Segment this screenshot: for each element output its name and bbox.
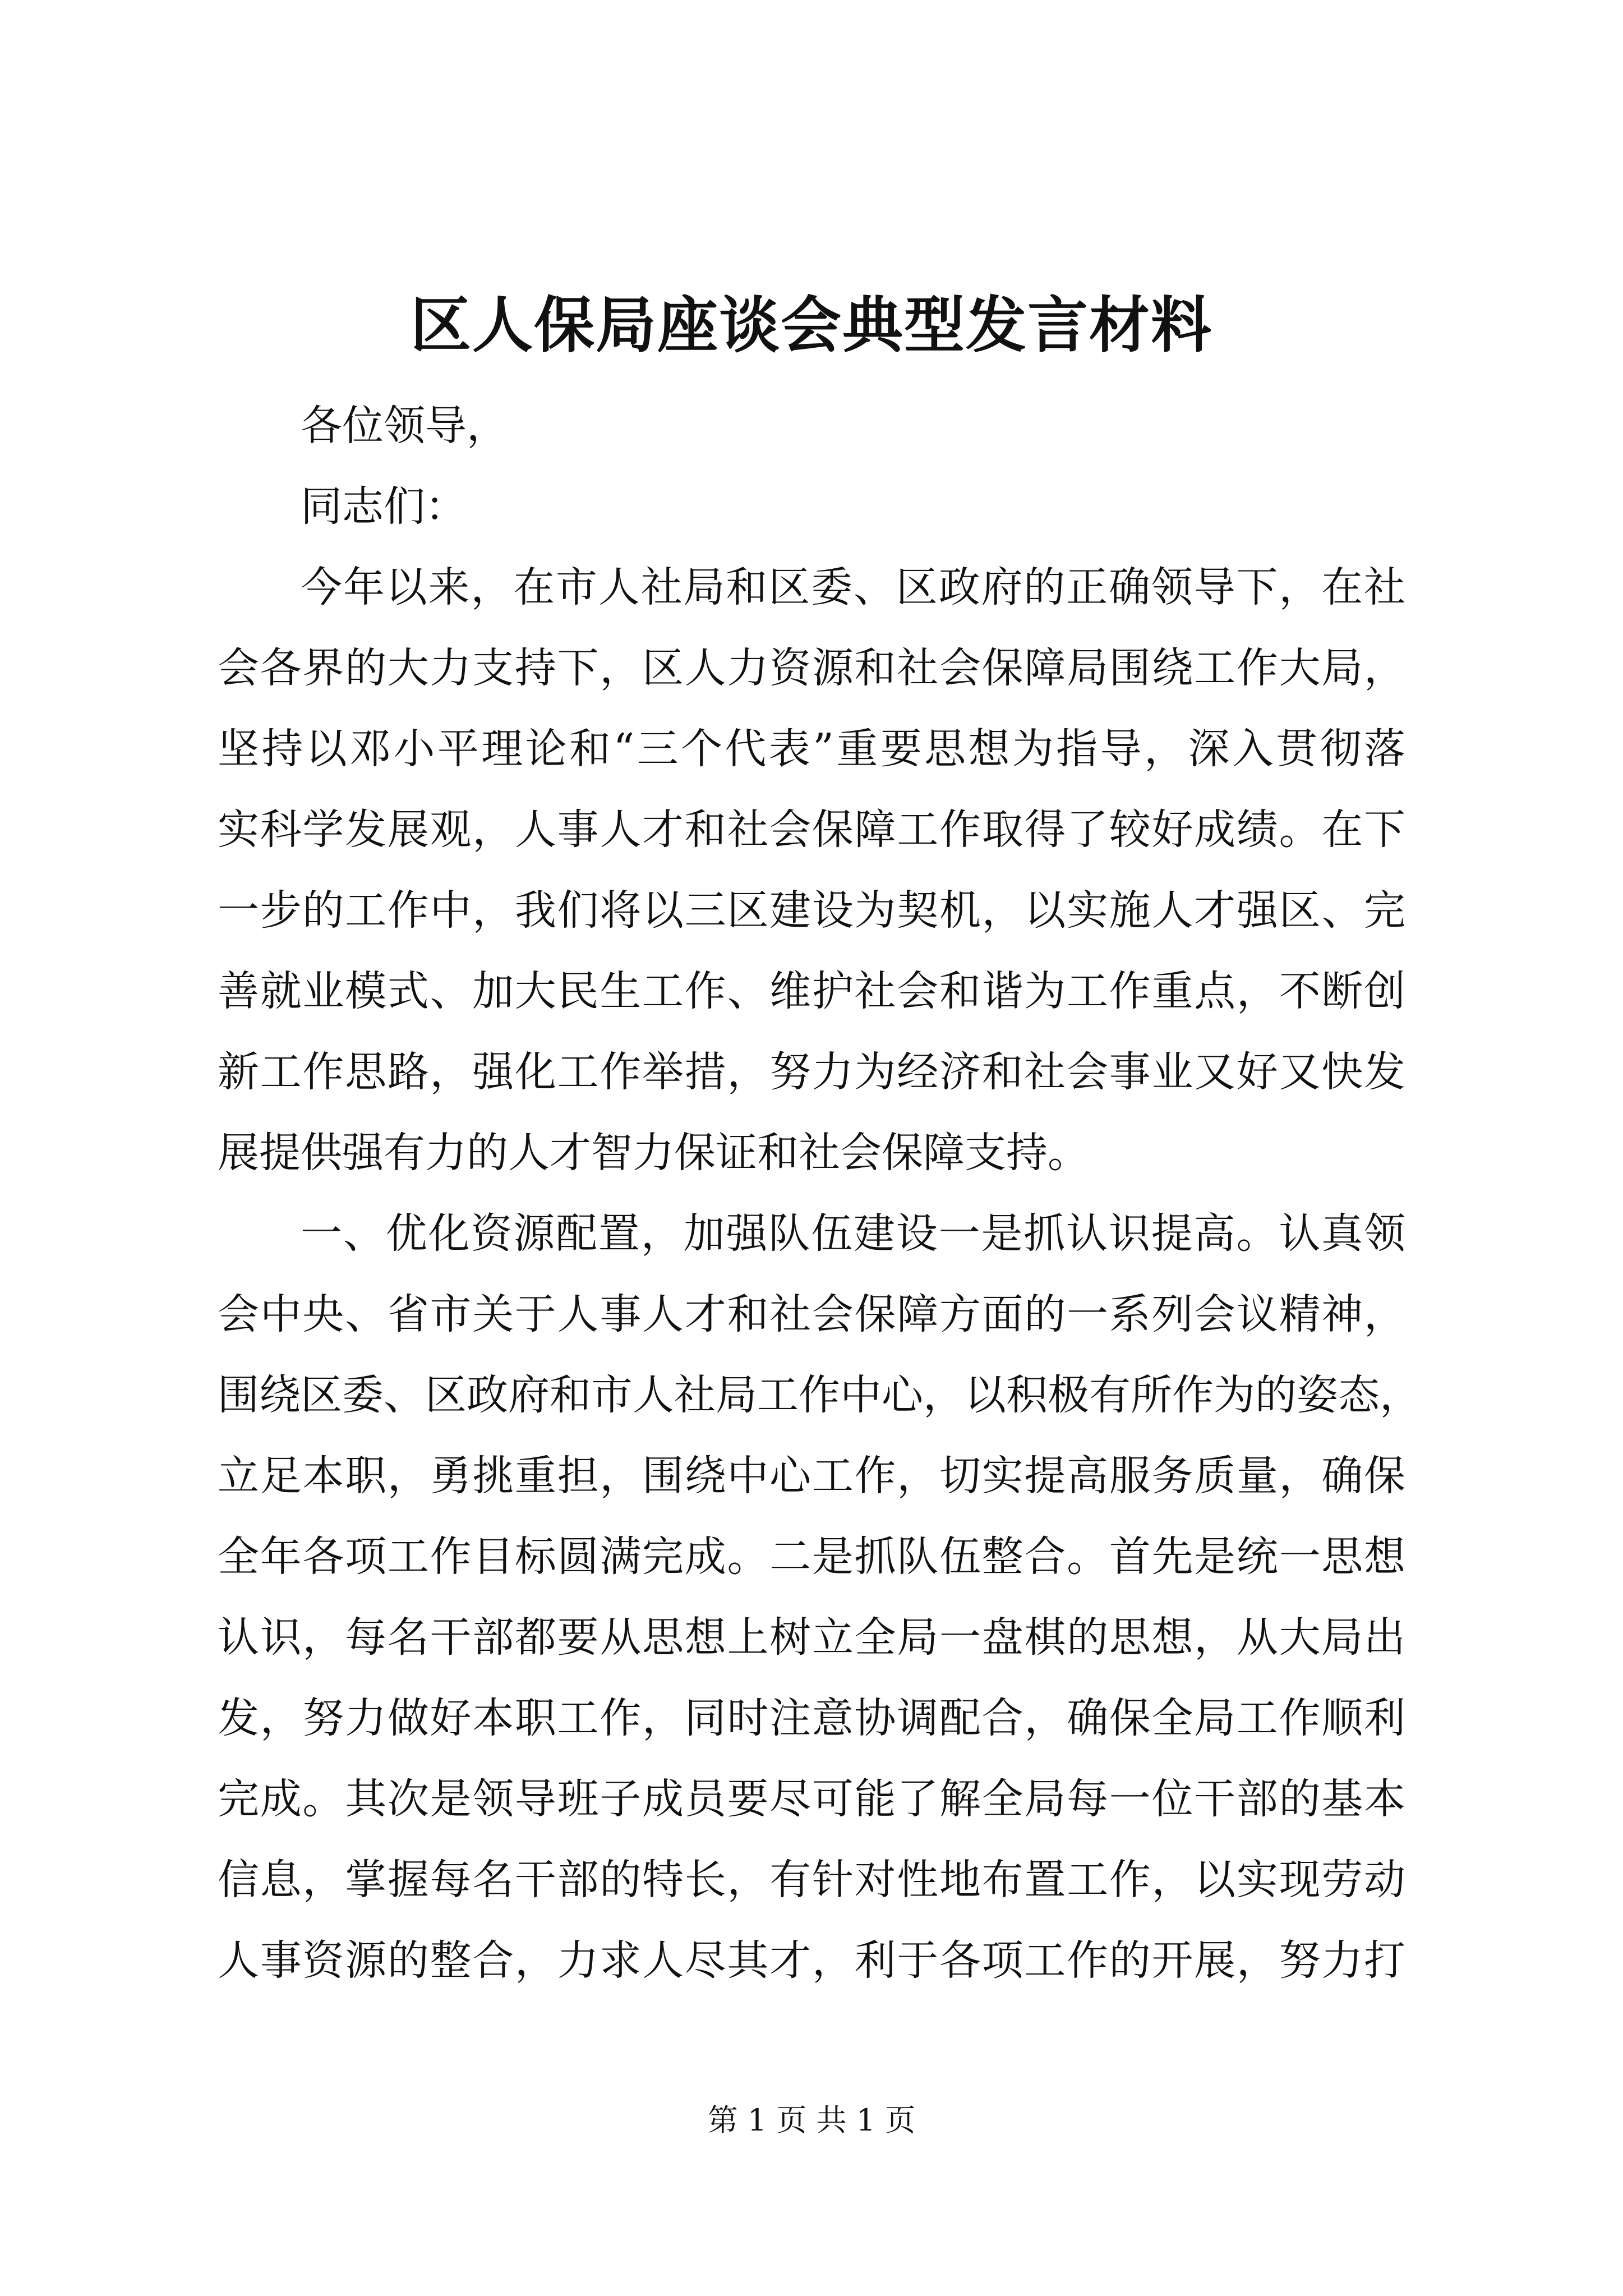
paragraph-line: 一、优化资源配置，加强队伍建设一是抓认识提高。认真领 — [301, 1209, 1405, 1258]
paragraph-line: 一步的工作中，我们将以三区建设为契机，以实施人才强区、完 — [218, 886, 1405, 935]
paragraph-line: 认识，每名干部都要从思想上树立全局一盘棋的思想，从大局出 — [218, 1613, 1405, 1662]
paragraph-line: 全年各项工作目标圆满完成。二是抓队伍整合。首先是统一思想 — [218, 1533, 1405, 1581]
paragraph-line: 今年以来，在市人社局和区委、区政府的正确领导下，在社 — [301, 563, 1405, 611]
paragraph-line: 完成。其次是领导班子成员要尽可能了解全局每一位干部的基本 — [218, 1775, 1405, 1823]
paragraph-line: 人事资源的整合，力求人尽其才，利于各项工作的开展，努力打 — [218, 1936, 1405, 1985]
document-body — [218, 385, 1421, 2001]
document-title: 区人保局座谈会典型发言材料 — [410, 290, 1212, 361]
paragraph-line: 信息，掌握每名干部的特长，有针对性地布置工作，以实现劳动 — [218, 1856, 1405, 1904]
paragraph-line: 会各界的大力支持下，区人力资源和社会保障局围绕工作大局， — [218, 644, 1405, 692]
page-footer: 第 1 页 共 1 页 — [707, 2102, 916, 2138]
paragraph-line: 展提供强有力的人才智力保证和社会保障支持。 — [218, 1129, 1089, 1177]
greeting-line: 各位领导， — [301, 402, 508, 450]
paragraph-line: 会中央、省市关于人事人才和社会保障方面的一系列会议精神， — [218, 1290, 1405, 1338]
paragraph-line: 实科学发展观，人事人才和社会保障工作取得了较好成绩。在下 — [218, 806, 1405, 854]
paragraph-line: 坚持以邓小平理论和“三个代表”重要思想为指导，深入贯彻落 — [218, 725, 1405, 773]
paragraph-line: 善就业模式、加大民生工作、维护社会和谐为工作重点，不断创 — [218, 967, 1405, 1015]
paragraph-line: 发，努力做好本职工作，同时注意协调配合，确保全局工作顺利 — [218, 1694, 1405, 1742]
paragraph-line: 新工作思路，强化工作举措，努力为经济和社会事业又好又快发 — [218, 1048, 1405, 1096]
paragraph-line: 围绕区委、区政府和市人社局工作中心，以积极有所作为的姿态， — [218, 1371, 1421, 1419]
greeting-line: 同志们： — [301, 482, 467, 531]
paragraph-line: 立足本职，勇挑重担，围绕中心工作，切实提高服务质量，确保 — [218, 1452, 1405, 1500]
